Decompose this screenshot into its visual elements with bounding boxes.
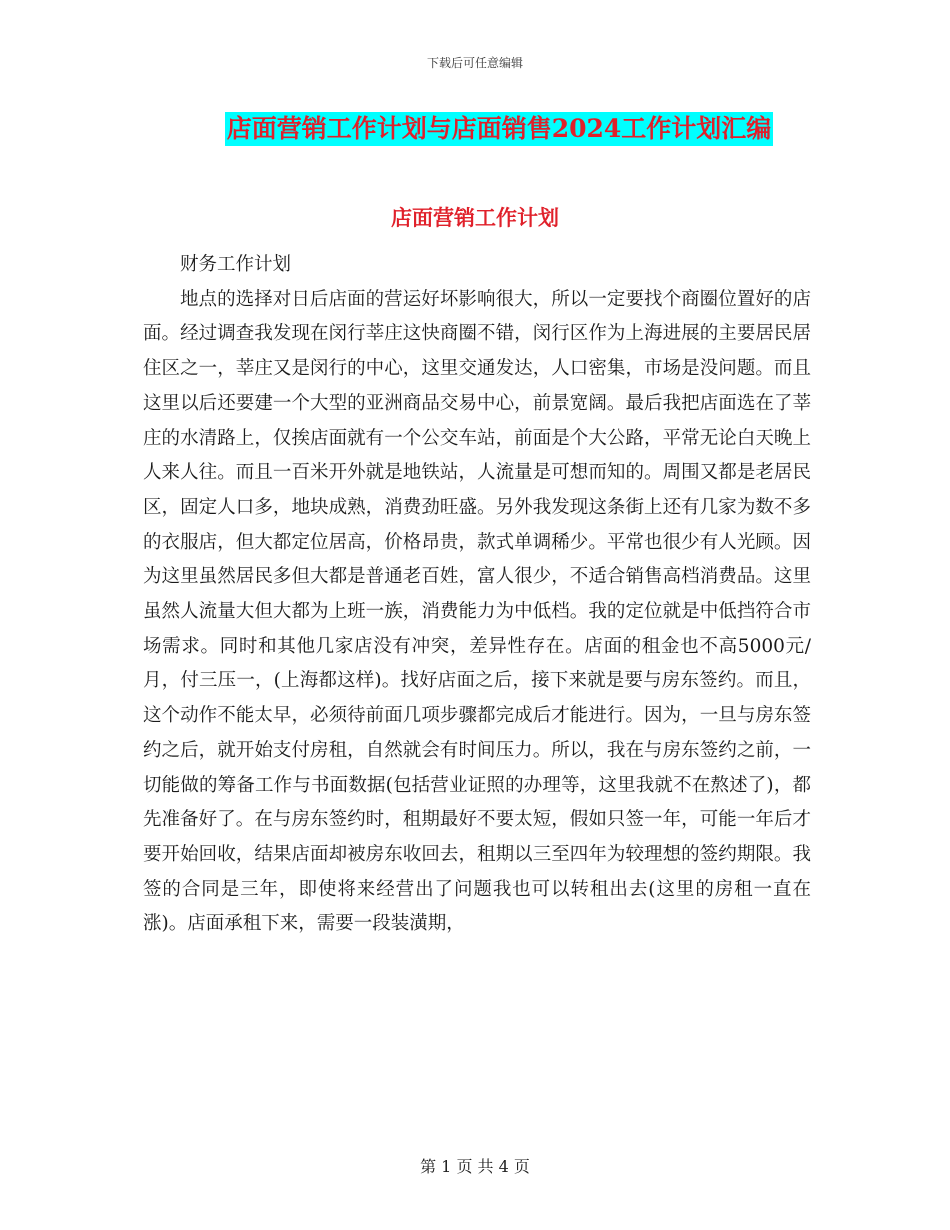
document-title-wrap — [0, 112, 950, 146]
body-content — [143, 248, 811, 942]
document-title: 店面营销工作计划与店面销售2024工作计划汇编 — [225, 112, 774, 146]
header-note: 下载后可任意编辑 — [426, 56, 523, 70]
subheading: 财务工作计划 — [180, 254, 292, 275]
page-indicator: 第 1 页 共 4 页 — [420, 1157, 530, 1176]
body-paragraph: 地点的选择对日后店面的营运好坏影响很大，所以一定要找个商圈位置好的店面。经过调查我发现在闵行莘庄这快商圈不错，闵行区作为上海进展的主要居民居住区之一，莘庄又是闵行的中心，这里交通发达，人口密集，市场是没问题。而且这里以后还要建一个大型的亚洲商品交易中心，前景宽阔。最后我把店面选在了莘庄的水清路上，仅挨店面就有一个公交车站，前面是个大公路，平常无论白天晚上人来人往。而且一百米开外就是地铁站，人流量是可想而知的。周围又都是老居民区，固定人口多，地块成熟，消费劲旺盛。另外我发现这条街上还有几家为数不多的衣服店，但大都定位居高，价格昂贵，款式单调稀少。平常也很少有人光顾。因为这里虽然居民多但大都是普通老百姓，富人很少，不适合销售高档消费品。这里虽然人流量大但大都为上班一族，消费能力为中低档。我的定位就是中低挡符合市场需求。同时和其他几家店没有冲突，差异性存在。店面的租金也不高5000元/月，付三压一，(上海都这样)。找好店面之后，接下来就是要与房东签约。而且，这个动作不能太早，必须待前面几项步骤都完成后才能进行。因为，一旦与房东签约之后，就开始支付房租，自然就会有时间压力。所以，我在与房东签约之前，一切能做的筹备工作与书面数据(包括营业证照的办理等，这里我就不在熬述了)，都先准备好了。在与房东签约时，租期最好不要太短，假如只签一年，可能一年后才要开始回收，结果店面却被房东收回去，租期以三至四年为较理想的签约期限。我签的合同是三年，即使将来经营出了问题我也可以转租出去(这里的房租一直在涨)。店面承租下来，需要一段装潢期， — [143, 288, 811, 935]
section-title: 店面营销工作计划 — [391, 205, 559, 230]
